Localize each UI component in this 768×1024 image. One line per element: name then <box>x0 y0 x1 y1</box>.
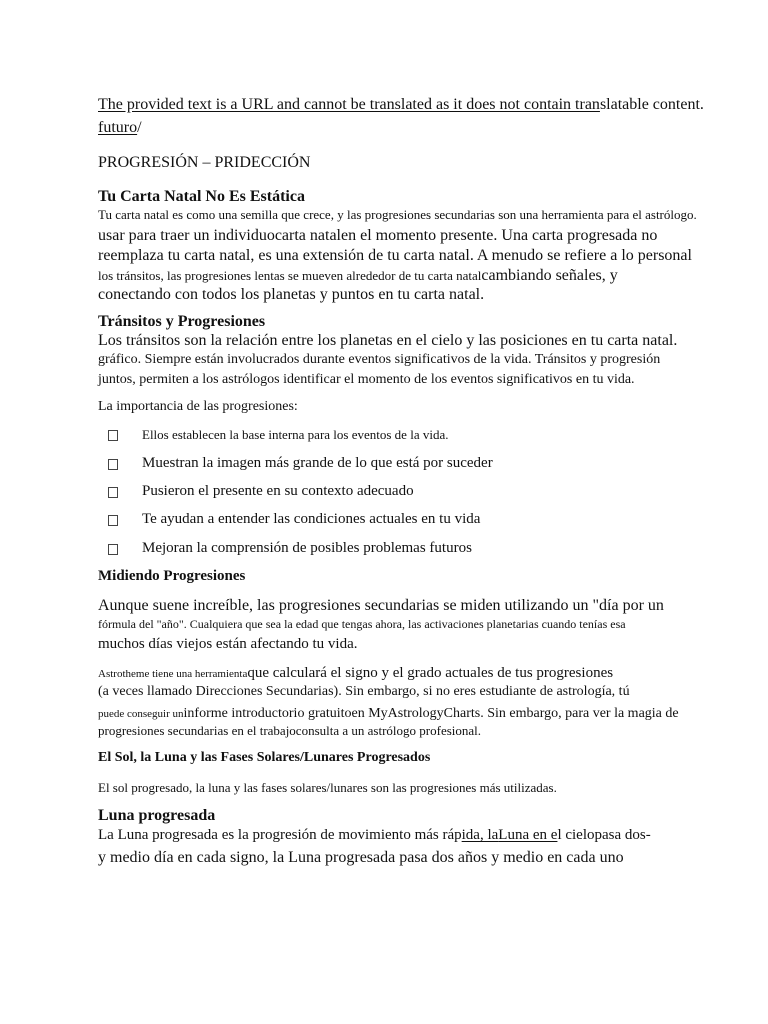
source-url-text-tail: slatable content. <box>599 96 704 113</box>
source-url-line-1 <box>98 96 704 114</box>
paragraph-line: gráfico. Siempre están involucrados durante eventos significativos de la vida. Tránsitos y progresión <box>98 352 661 367</box>
bullet-box-icon <box>108 515 118 526</box>
link-ida-la[interactable]: ida, la <box>461 827 499 843</box>
futuro-link[interactable]: futuro <box>98 119 138 136</box>
list-intro: La importancia de las progresiones: <box>98 399 298 414</box>
list-item: Ellos establecen la base interna para los eventos de la vida. <box>142 427 449 442</box>
paragraph-line: juntos, permiten a los astrólogos identificar el momento de los eventos significativos en tu vida. <box>98 372 635 387</box>
bullet-box-icon <box>108 430 118 441</box>
text-run: cambiando señales, y <box>481 267 618 284</box>
source-url-line-2 <box>98 119 142 137</box>
paragraph-line <box>98 704 679 722</box>
paragraph-line: y medio día en cada signo, la Luna progresada pasa dos años y medio en cada uno <box>98 849 624 866</box>
paragraph-line: El sol progresado, la luna y las fases solares/lunares son las progresiones más utilizadas. <box>98 780 557 795</box>
document-title: PROGRESIÓN – PRIDECCIÓN <box>98 154 311 171</box>
bullet-box-icon <box>108 487 118 498</box>
list-item: Mejoran la comprensión de posibles problemas futuros <box>142 540 472 556</box>
bullet-box-icon <box>108 544 118 555</box>
paragraph-line: (a veces llamado Direcciones Secundarias). Sin embargo, si no eres estudiante de astrología, tú <box>98 684 630 699</box>
paragraph-line: usar para traer un individuocarta natalen el momento presente. Una carta progresada no <box>98 227 658 244</box>
paragraph-line: fórmula del "año". Cualquiera que sea la edad que tengas ahora, las activaciones planetarias cuando tenías esa <box>98 617 626 631</box>
list-item: Pusieron el presente en su contexto adecuado <box>142 483 414 499</box>
paragraph-line: progresiones secundarias en el trabajoconsulta a un astrólogo profesional. <box>98 723 482 738</box>
text-run: que calculará el signo y el grado actuales de tus progresiones <box>247 665 614 681</box>
heading-midiendo: Midiendo Progresiones <box>98 568 246 584</box>
list-item: Te ayudan a entender las condiciones actuales en tu vida <box>142 511 481 527</box>
paragraph-line: muchos días viejos están afectando tu vida. <box>98 636 358 652</box>
paragraph-line <box>98 664 613 682</box>
text-run: puede conseguir un <box>98 708 184 720</box>
text-run: los tránsitos, las progresiones lentas se mueven alrededor de tu carta natal <box>98 268 482 283</box>
paragraph-line: Aunque suene increíble, las progresiones secundarias se miden utilizando un "día por un <box>98 597 664 614</box>
link-luna-en[interactable]: Luna en e <box>498 827 558 843</box>
paragraph-line <box>98 267 618 285</box>
text-run: La Luna progresada es la progresión de movimiento más ráp <box>98 827 462 843</box>
bullet-box-icon <box>108 459 118 470</box>
paragraph-line: Tu carta natal es como una semilla que crece, y las progresiones secundarias son una herramienta para el astrólogo. <box>98 207 697 222</box>
heading-carta-natal: Tu Carta Natal No Es Estática <box>98 188 305 205</box>
heading-sol-luna: El Sol, la Luna y las Fases Solares/Lunares Progresados <box>98 750 431 765</box>
source-url-link[interactable]: The provided text is a URL and cannot be translated as it does not contain tran <box>98 96 600 113</box>
paragraph-line: Los tránsitos son la relación entre los planetas en el cielo y las posiciones en tu carta natal. <box>98 332 678 349</box>
text-run: informe introductorio gratuitoen MyAstrologyCharts. Sin embargo, para ver la magia de <box>183 706 679 721</box>
heading-luna-progresada: Luna progresada <box>98 807 216 824</box>
paragraph-line <box>98 827 651 844</box>
text-run: l cielopasa dos- <box>557 827 651 843</box>
text-run: Astrotheme tiene una herramienta <box>98 668 248 680</box>
url-slash: / <box>137 119 142 136</box>
paragraph-line: reemplaza tu carta natal, es una extensión de tu carta natal. A menudo se refiere a lo personal <box>98 247 692 264</box>
list-item: Muestran la imagen más grande de lo que está por suceder <box>142 455 493 471</box>
heading-transitos: Tránsitos y Progresiones <box>98 313 266 330</box>
paragraph-line: conectando con todos los planetas y puntos en tu carta natal. <box>98 286 485 303</box>
